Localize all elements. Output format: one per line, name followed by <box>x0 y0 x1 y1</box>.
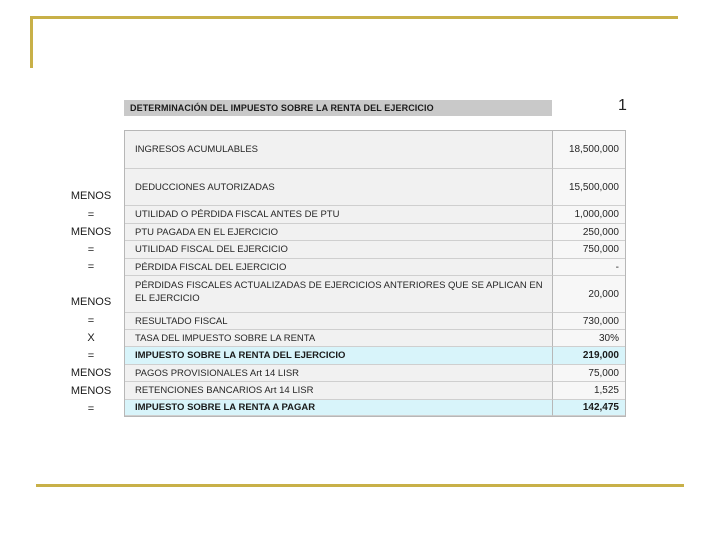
table-row <box>125 241 625 259</box>
row-value: 1,525 <box>553 382 625 400</box>
operator-label: MENOS <box>70 226 112 238</box>
tax-table <box>124 130 626 417</box>
table-row <box>125 259 625 276</box>
table-row <box>125 276 625 313</box>
row-label: UTILIDAD FISCAL DEL EJERCICIO <box>125 241 553 259</box>
row-value: 15,500,000 <box>553 169 625 206</box>
row-value: 730,000 <box>553 313 625 330</box>
row-value: 750,000 <box>553 241 625 259</box>
operator-label: MENOS <box>70 385 112 397</box>
row-value: 75,000 <box>553 365 625 382</box>
bottom-rule <box>36 484 684 487</box>
table-row <box>125 330 625 347</box>
table-row-highlight <box>125 400 625 416</box>
row-label: PTU PAGADA EN EL EJERCICIO <box>125 224 553 241</box>
row-value: 18,500,000 <box>553 131 625 169</box>
table-row <box>125 365 625 382</box>
row-label: UTILIDAD O PÉRDIDA FISCAL ANTES DE PTU <box>125 206 553 224</box>
operator-label: = <box>87 261 95 273</box>
row-value: 142,475 <box>553 400 625 416</box>
row-label: IMPUESTO SOBRE LA RENTA DEL EJERCICIO <box>125 347 553 365</box>
row-value: 20,000 <box>553 276 625 313</box>
table-row <box>125 131 625 169</box>
table-row <box>125 169 625 206</box>
operator-label: MENOS <box>70 190 112 202</box>
row-value: 1,000,000 <box>553 206 625 224</box>
row-label: IMPUESTO SOBRE LA RENTA A PAGAR <box>125 400 553 416</box>
table-row <box>125 224 625 241</box>
row-label: PÉRDIDAS FISCALES ACTUALIZADAS DE EJERCICIOS ANTERIORES QUE SE APLICAN EN EL EJERCICIO <box>125 276 553 313</box>
operator-label: = <box>87 209 95 221</box>
table-title: DETERMINACIÓN DEL IMPUESTO SOBRE LA RENTA DEL EJERCICIO <box>124 100 552 116</box>
corner-mark: 1 <box>618 97 627 114</box>
table-row <box>125 206 625 224</box>
table-row <box>125 313 625 330</box>
operator-label: MENOS <box>70 296 112 308</box>
operator-label: = <box>87 350 95 362</box>
left-rule <box>30 16 33 68</box>
row-value: 219,000 <box>553 347 625 365</box>
operator-label: MENOS <box>70 367 112 379</box>
row-label: DEDUCCIONES AUTORIZADAS <box>125 169 553 206</box>
row-value: 30% <box>553 330 625 347</box>
row-label: RESULTADO FISCAL <box>125 313 553 330</box>
table-row-highlight <box>125 347 625 365</box>
row-label: RETENCIONES BANCARIOS Art 14 LISR <box>125 382 553 400</box>
operator-label: = <box>87 403 95 415</box>
top-rule <box>30 16 678 19</box>
row-label: PÉRDIDA FISCAL DEL EJERCICIO <box>125 259 553 276</box>
row-value: 250,000 <box>553 224 625 241</box>
row-label: PAGOS PROVISIONALES Art 14 LISR <box>125 365 553 382</box>
row-label: TASA DEL IMPUESTO SOBRE LA RENTA <box>125 330 553 347</box>
row-label: INGRESOS ACUMULABLES <box>125 131 553 169</box>
operator-label: X <box>87 332 95 344</box>
operator-label: = <box>87 244 95 256</box>
operator-label: = <box>87 315 95 327</box>
table-row <box>125 382 625 400</box>
row-value: - <box>553 259 625 276</box>
